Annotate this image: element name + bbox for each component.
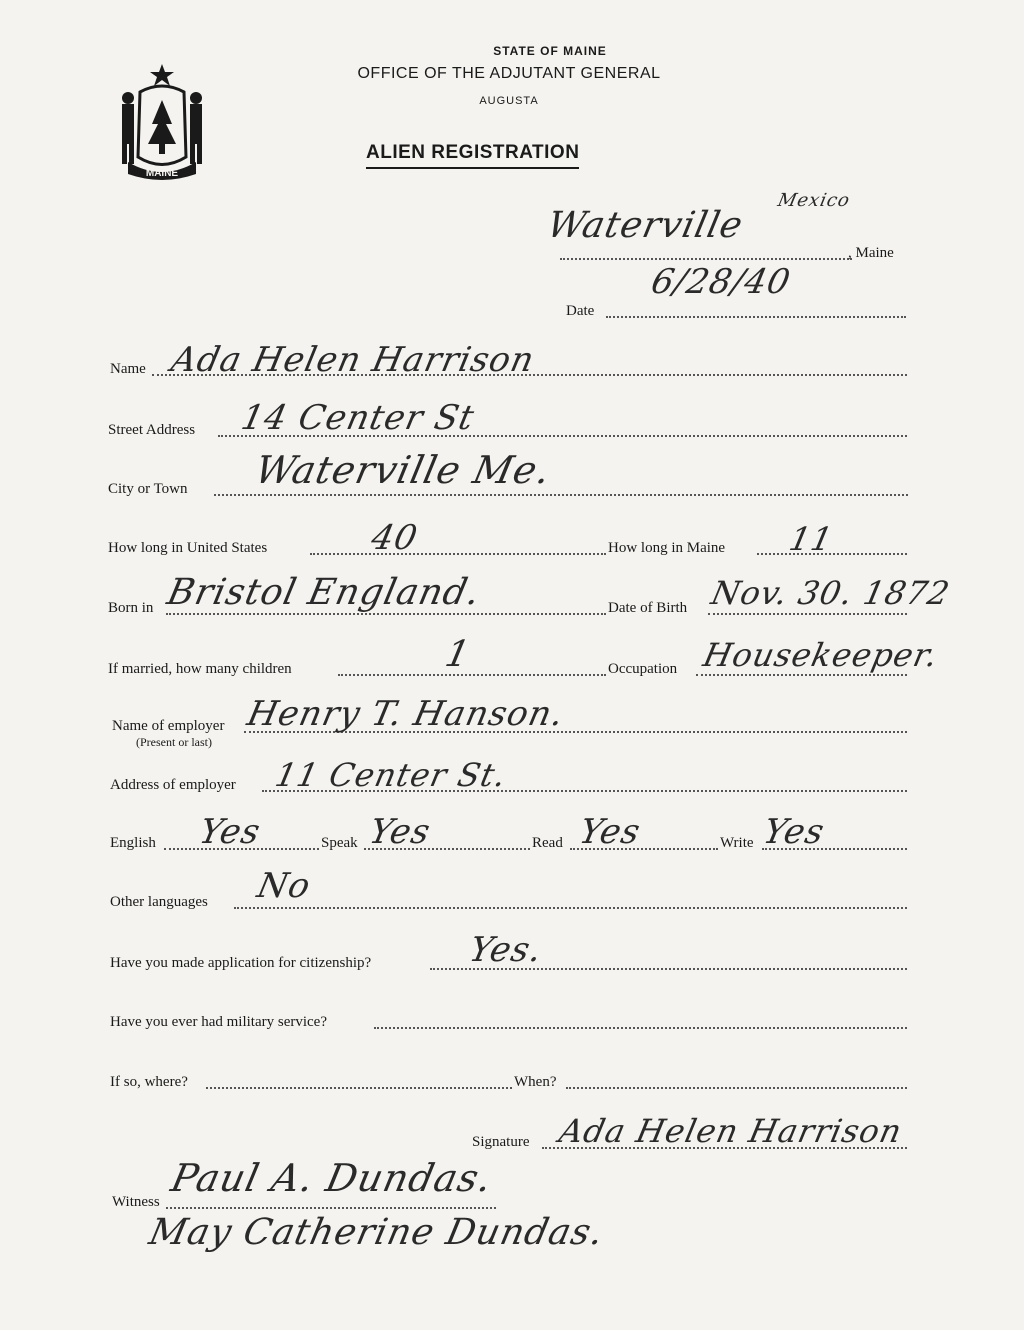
town-overwrite-value: Mexico [775, 190, 853, 211]
city-label: City or Town [108, 481, 188, 497]
english-value: Yes [195, 812, 265, 852]
header-office: OFFICE OF THE ADJUTANT GENERAL [357, 65, 661, 82]
children-label: If married, how many children [108, 661, 292, 677]
maine-years-line [757, 553, 907, 555]
citizenship-label: Have you made application for citizenship? [110, 955, 372, 971]
header-city: AUGUSTA [479, 95, 539, 107]
us-years-label: How long in United States [108, 540, 268, 556]
born-value: Bristol England. [163, 572, 485, 613]
dob-label: Date of Birth [608, 600, 688, 616]
employer-label: Name of employer [112, 718, 225, 734]
dob-line [708, 613, 907, 615]
maine-years-label: How long in Maine [608, 540, 726, 556]
citizenship-value: Yes. [465, 930, 547, 970]
where-line [206, 1087, 512, 1089]
speak-value: Yes [365, 812, 435, 852]
write-label: Write [720, 835, 754, 851]
children-value: 1 [441, 634, 475, 675]
city-value: Waterville Me. [251, 448, 555, 492]
employer-address-value: 11 Center St. [271, 756, 511, 794]
date-line [606, 316, 906, 318]
employer-value: Henry T. Hanson. [243, 694, 568, 734]
town-line [560, 258, 852, 260]
occupation-label: Occupation [608, 661, 678, 677]
witness-1-value: Paul A. Dundas. [167, 1156, 497, 1200]
date-value: 6/28/40 [647, 262, 795, 302]
speak-label: Speak [321, 835, 358, 851]
seal-banner-text: MAINE [145, 168, 179, 179]
read-label: Read [532, 835, 563, 851]
children-line [338, 674, 606, 676]
when-label: When? [514, 1074, 557, 1090]
employer-address-label: Address of employer [110, 777, 236, 793]
military-label: Have you ever had military service? [110, 1014, 327, 1030]
town-value: Waterville [543, 205, 747, 246]
other-lang-label: Other languages [110, 894, 208, 910]
witness-label: Witness [112, 1194, 160, 1210]
witness-2-value: May Catherine Dundas. [145, 1212, 608, 1253]
when-line [566, 1087, 907, 1089]
date-label: Date [566, 303, 595, 319]
occupation-value: Housekeeper. [699, 636, 942, 674]
header-state: STATE OF MAINE [493, 44, 607, 58]
us-years-line [310, 553, 606, 555]
born-line [166, 613, 606, 615]
maine-label: , Maine [848, 245, 894, 261]
english-label: English [110, 835, 156, 851]
name-value: Ada Helen Harrison [167, 340, 539, 380]
witness-line [166, 1207, 496, 1209]
other-lang-line [234, 907, 907, 909]
street-label: Street Address [108, 422, 196, 438]
write-value: Yes [759, 812, 829, 852]
dob-value: Nov. 30. 1872 [707, 574, 954, 612]
military-line [374, 1027, 907, 1029]
signature-label: Signature [472, 1134, 530, 1150]
where-label: If so, where? [110, 1074, 188, 1090]
street-value: 14 Center St [237, 398, 479, 438]
city-line [214, 494, 908, 496]
us-years-value: 40 [367, 518, 422, 558]
read-value: Yes [575, 812, 645, 852]
born-label: Born in [108, 600, 154, 616]
form-title: ALIEN REGISTRATION [366, 142, 579, 169]
employer-note: (Present or last) [136, 735, 212, 749]
name-label: Name [110, 361, 146, 377]
maine-years-value: 11 [785, 520, 837, 558]
signature-value: Ada Helen Harrison [555, 1112, 906, 1150]
occupation-line [696, 674, 907, 676]
other-lang-value: No [253, 866, 315, 906]
